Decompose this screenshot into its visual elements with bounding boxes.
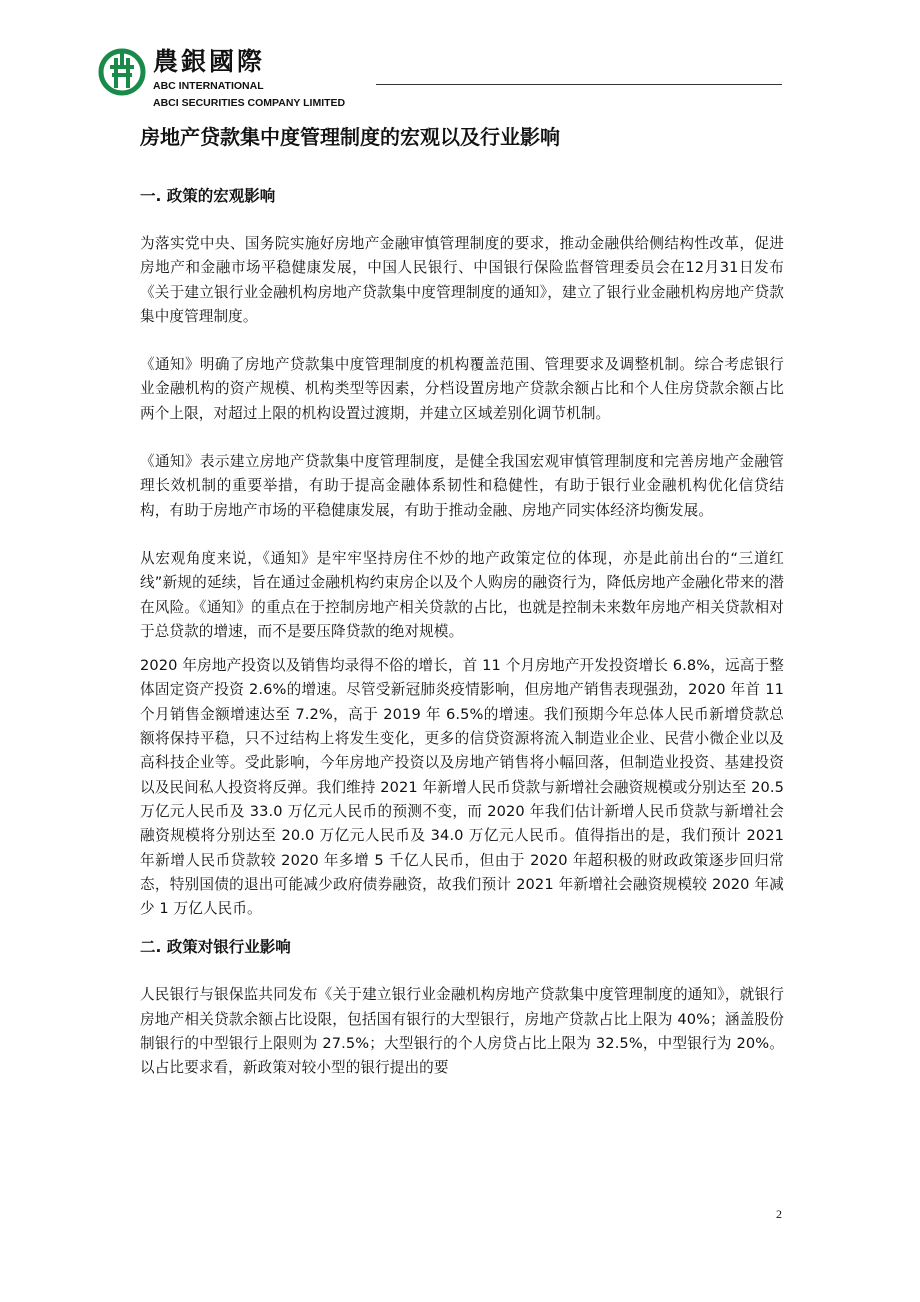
- document-body: [140, 180, 784, 1081]
- abc-logo-icon: [98, 48, 146, 96]
- paragraph: 《通知》表示建立房地产贷款集中度管理制度，是健全我国宏观审慎管理制度和完善房地产金融管理长效机制的重要举措，有助于提高金融体系韧性和稳健性，有助于银行业金融机构优化信贷结构，有助于房地产市场的平稳健康发展，有助于推动金融、房地产同实体经济均衡发展。: [140, 453, 784, 519]
- paragraph: 人民银行与银保监共同发布《关于建立银行业金融机构房地产贷款集中度管理制度的通知》，就银行房地产相关贷款余额占比设限，包括国有银行的大型银行，房地产贷款占比上限为 40%；涵盖股份制银行的中型银行上限则为 27.5%；大型银行的个人房贷占比上限为 32.5%，中型银行为 20%。以占比要求看，新政策对较小型的银行提出的要: [140, 986, 784, 1077]
- logo-english-line1: ABC INTERNATIONAL: [153, 80, 264, 92]
- page-header: [98, 40, 788, 112]
- paragraph: 从宏观角度来说，《通知》是牢牢坚持房住不炒的地产政策定位的体现，亦是此前出台的“三道红线”新规的延续，旨在通过金融机构约束房企以及个人购房的融资行为，降低房地产金融化带来的潜在风险。《通知》的重点在于控制房地产相关贷款的占比，也就是控制未来数年房地产相关贷款相对于总贷款的增速，而不是要压降贷款的绝对规模。: [140, 549, 784, 640]
- page-number: 2: [776, 1207, 782, 1221]
- paragraph: 2020 年房地产投资以及销售均录得不俗的增长，首 11 个月房地产开发投资增长 6.8%，远高于整体固定资产投资 2.6%的增速。尽管受新冠肺炎疫情影响，但房地产销售表现强劲，2020 年首 11 个月销售金额增速达至 7.2%，高于 2019 年 6.5%的增速。我们预期今年总体人民币新增贷款总额将保持平稳，只不过结构上将发生变化，更多的信贷资源将流入制造业企业、民营小微企业以及高科技企业等。受此影响，今年房地产投资以及房地产销售将小幅回落，但制造业投资、基建投资以及民间私人投资将反弹。我们维持 2021 年新增人民币贷款与新增社会融资规模或分别达至 20.5 万亿元人民币及 33.0 万亿元人民币的预测不变，而 2020 年我们估计新增人民币贷款与新增社会融资规模将分别达至 20.0 万亿元人民币及 34.0 万亿元人民币。值得指出的是，我们预计 2021 年新增人民币贷款较 2020 年多增 5 千亿人民币，但由于 2020 年超积极的财政政策逐步回归常态，特别国债的退出可能减少政府债券融资，故我们预计 2021 年新增社会融资规模较 2020 年减少 1 万亿人民币。: [140, 657, 784, 918]
- logo-chinese-name: 農銀國際: [153, 47, 266, 76]
- logo-english-line2: ABCI SECURITIES COMPANY LIMITED: [153, 97, 346, 109]
- document-title: 房地产贷款集中度管理制度的宏观以及行业影响: [140, 125, 560, 149]
- paragraph: 为落实党中央、国务院实施好房地产金融审慎管理制度的要求，推动金融供给侧结构性改革，促进房地产和金融市场平稳健康发展，中国人民银行、中国银行保险监督管理委员会在12月31日发布《关于建立银行业金融机构房地产贷款集中度管理制度的通知》，建立了银行业金融机构房地产贷款集中度管理制度。: [140, 235, 784, 325]
- header-divider: [376, 84, 782, 85]
- paragraph: 《通知》明确了房地产贷款集中度管理制度的机构覆盖范围、管理要求及调整机制。综合考虑银行业金融机构的资产规模、机构类型等因素，分档设置房地产贷款余额占比和个人住房贷款余额占比两个上限，对超过上限的机构设置过渡期，并建立区域差别化调节机制。: [140, 356, 784, 422]
- section-heading: 二. 政策对银行业影响: [140, 938, 291, 957]
- section-heading: 一. 政策的宏观影响: [140, 187, 276, 205]
